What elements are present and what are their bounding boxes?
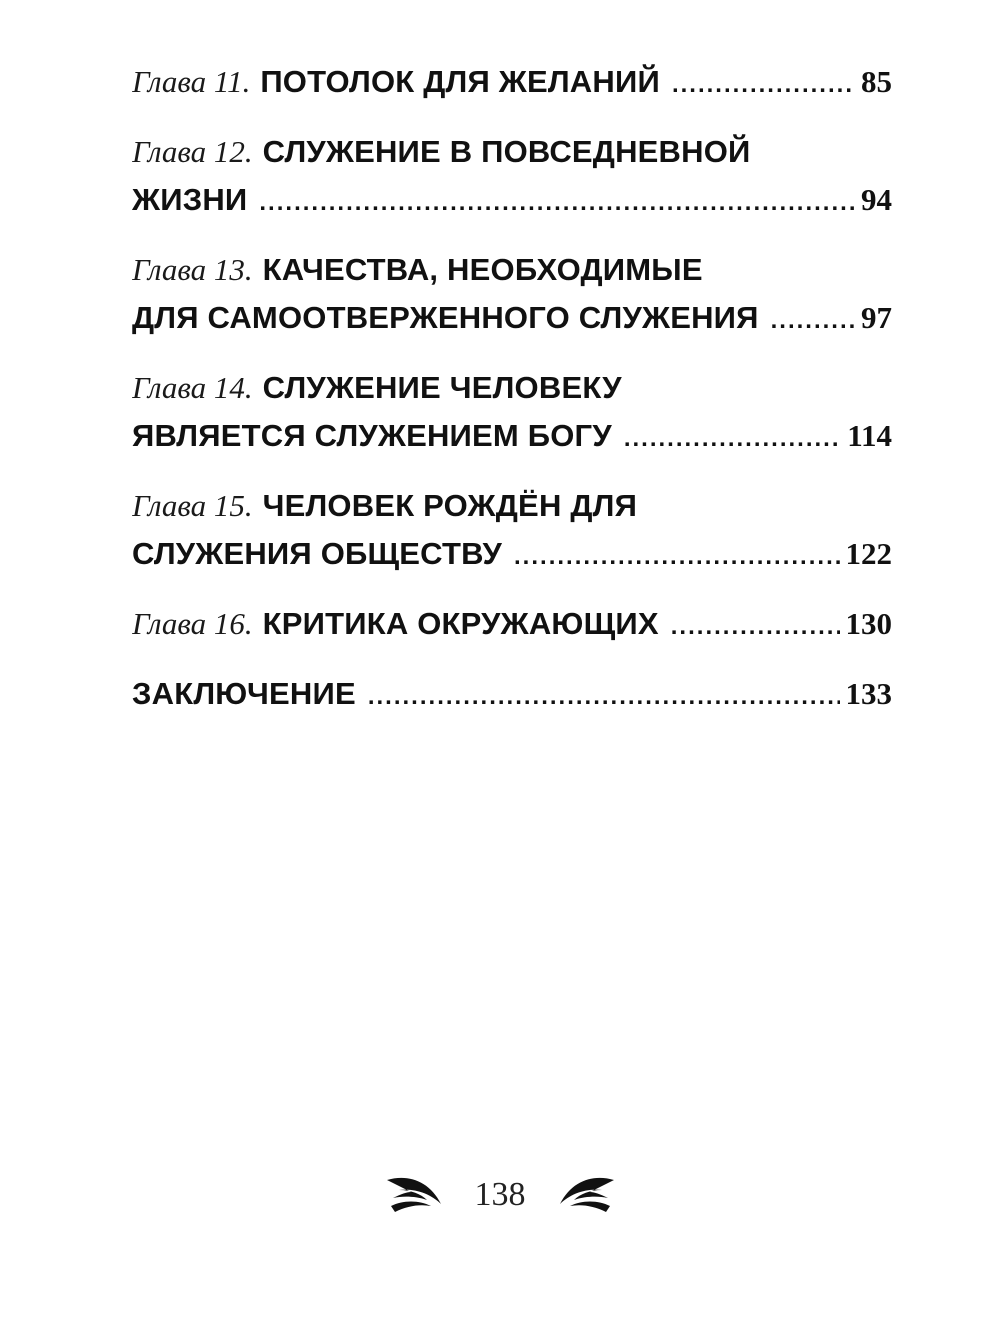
toc-entry-chapter-11[interactable] (132, 58, 892, 106)
toc-line (132, 246, 892, 294)
chapter-title-continued: СЛУЖЕНИЯ ОБЩЕСТВУ (132, 536, 503, 571)
chapter-prefix: Глава 16. (132, 606, 253, 641)
leaf-ornament-icon (556, 1170, 616, 1220)
toc-entry-chapter-15[interactable] (132, 482, 892, 578)
toc-entry-chapter-14[interactable] (132, 364, 892, 460)
dot-leader (624, 415, 841, 460)
chapter-page-number: 94 (861, 182, 892, 217)
toc-line (132, 482, 892, 530)
dot-leader (368, 673, 840, 718)
dot-leader (672, 61, 855, 106)
chapter-page-number: 130 (845, 606, 892, 641)
chapter-page-number: 85 (861, 64, 892, 99)
toc-line (132, 128, 892, 176)
table-of-contents (132, 58, 892, 740)
chapter-page-number: 97 (861, 300, 892, 335)
chapter-title: СЛУЖЕНИЕ В ПОВСЕДНЕВНОЙ (262, 134, 751, 169)
dot-leader (514, 533, 839, 578)
toc-line (132, 58, 892, 106)
dot-leader (771, 297, 855, 342)
toc-entry-conclusion[interactable] (132, 670, 892, 718)
chapter-page-number: 133 (845, 676, 892, 711)
page-footer (0, 1160, 1000, 1230)
chapter-prefix: Глава 11. (132, 64, 251, 99)
chapter-title-continued: ЖИЗНИ (132, 182, 248, 217)
toc-line (132, 364, 892, 412)
chapter-title-continued: ДЛЯ САМООТВЕРЖЕННОГО СЛУЖЕНИЯ (132, 300, 759, 335)
chapter-prefix: Глава 13. (132, 252, 253, 287)
toc-entry-chapter-16[interactable] (132, 600, 892, 648)
chapter-title: КАЧЕСТВА, НЕОБХОДИМЫЕ (262, 252, 703, 287)
toc-line (132, 294, 892, 342)
page-number: 138 (474, 1176, 526, 1213)
toc-line (132, 600, 892, 648)
chapter-title-continued: ЯВЛЯЕТСЯ СЛУЖЕНИЕМ БОГУ (132, 418, 612, 453)
toc-line (132, 530, 892, 578)
chapter-title: ЧЕЛОВЕК РОЖДЁН ДЛЯ (262, 488, 638, 523)
chapter-page-number: 114 (847, 418, 892, 453)
chapter-prefix: Глава 15. (132, 488, 253, 523)
chapter-prefix: Глава 14. (132, 370, 253, 405)
toc-line (132, 412, 892, 460)
chapter-page-number: 122 (845, 536, 892, 571)
toc-line (132, 670, 892, 718)
dot-leader (259, 179, 855, 224)
chapter-title: ЗАКЛЮЧЕНИЕ (132, 676, 356, 711)
chapter-title: ПОТОЛОК ДЛЯ ЖЕЛАНИЙ (260, 64, 660, 99)
toc-entry-chapter-13[interactable] (132, 246, 892, 342)
dot-leader (671, 603, 840, 648)
toc-line (132, 176, 892, 224)
chapter-prefix: Глава 12. (132, 134, 253, 169)
leaf-ornament-icon (385, 1170, 445, 1220)
toc-entry-chapter-12[interactable] (132, 128, 892, 224)
chapter-title: КРИТИКА ОКРУЖАЮЩИХ (262, 606, 659, 641)
chapter-title: СЛУЖЕНИЕ ЧЕЛОВЕКУ (262, 370, 622, 405)
